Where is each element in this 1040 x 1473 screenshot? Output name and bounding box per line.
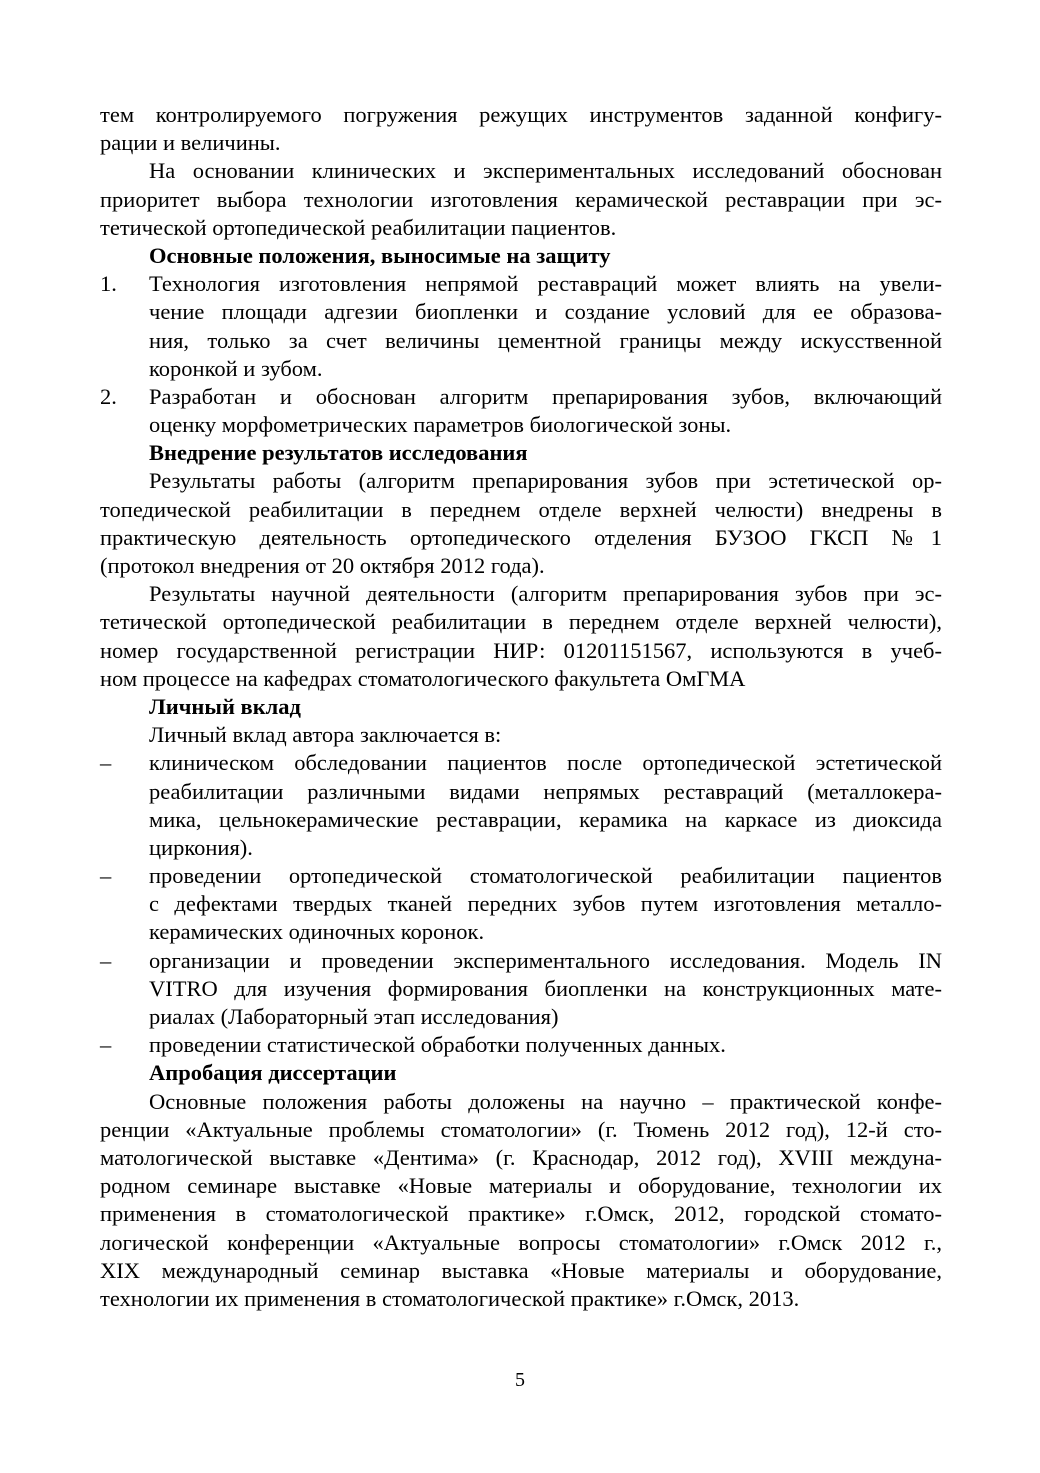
implementation-heading: Внедрение результатов исследования — [149, 440, 528, 466]
text-line: номер государственной регистрации НИР: 01201151567, используются в учеб- — [100, 637, 942, 663]
thesis-item-2 — [100, 383, 942, 439]
text-line: (протокол внедрения от 20 октября 2012 года). — [100, 553, 545, 578]
text-line: применения в стоматологической практике» г.Омск, 2012, городской стомато- — [100, 1201, 942, 1227]
text-line: Результаты научной деятельности (алгоритм препарирования зубов при эс- — [149, 581, 942, 607]
text-line: коронкой и зубом. — [149, 355, 323, 381]
text-line: Основные положения работы доложены на научно – практической конфе- — [149, 1088, 942, 1114]
text-line: тем контролируемого погружения режущих инструментов заданной конфигу- — [100, 102, 942, 127]
text-line: клиническом обследовании пациентов после ортопедической эстетической — [149, 750, 942, 776]
list-marker: 2. — [100, 383, 117, 409]
text-line: практическую деятельность ортопедического отделения БУЗОО ГКСП №1 — [100, 524, 942, 550]
theses-heading: Основные положения, выносимые на защиту — [149, 242, 611, 268]
page-number: 5 — [515, 1369, 525, 1391]
list-marker: – — [100, 863, 112, 889]
thesis-item-1 — [100, 270, 942, 383]
text-line: Разработан и обоснован алгоритм препарирования зубов, включающий — [149, 383, 942, 409]
contribution-item-4 — [100, 1031, 942, 1059]
text-line: ренции «Актуальные проблемы стоматологии» (г. Тюмень 2012 год), 12-й сто- — [100, 1116, 942, 1142]
text-line: чение площади адгезии биопленки и создание условий для ее образова- — [149, 299, 942, 325]
text-line: рации и величины. — [100, 130, 281, 156]
text-line: матологической выставке «Дентима» (г. Краснодар, 2012 год), XVIII междуна- — [100, 1144, 942, 1170]
implementation-paragraph-1 — [100, 467, 942, 580]
contribution-item-2 — [100, 862, 942, 947]
text-line: VITRO для изучения формирования биопленки на конструкционных мате- — [149, 975, 942, 1001]
contribution-heading: Личный вклад — [149, 693, 301, 719]
page-content — [100, 101, 942, 1313]
list-marker: – — [100, 750, 112, 776]
text-line: топедической реабилитации в переднем отделе верхней челюсти) внедрены в — [100, 496, 942, 522]
list-marker: – — [100, 1032, 112, 1058]
priority-paragraph — [100, 157, 942, 242]
text-line: риалах (Лабораторный этап исследования) — [149, 1004, 559, 1029]
text-line: На основании клинических и экспериментальных исследований обоснован — [149, 158, 942, 184]
text-line: керамических одиночных коронок. — [149, 919, 485, 945]
text-line: реабилитации различными видами непрямых реставраций (металлокера- — [149, 778, 942, 804]
text-line: приоритет выбора технологии изготовления керамической реставрации при эс- — [100, 186, 942, 212]
text-line: Технология изготовления непрямой реставраций может влиять на увели- — [149, 271, 942, 297]
text-line: с дефектами твердых тканей передних зубов путем изготовления металло- — [149, 891, 942, 917]
text-line: ном процессе на кафедрах стоматологического факультета ОмГМА — [100, 665, 746, 691]
text-line: логической конференции «Актуальные вопросы стоматологии» г.Омск 2012 г., — [100, 1229, 942, 1255]
text-line: ния, только за счет величины цементной границы между искусственной — [149, 327, 942, 353]
text-line: проведении статистической обработки полученных данных. — [149, 1032, 726, 1058]
text-line: мика, цельнокерамические реставрации, керамика на каркасе из диоксида — [149, 806, 942, 832]
contribution-intro: Личный вклад автора заключается в: — [149, 722, 502, 748]
implementation-paragraph-2 — [100, 580, 942, 693]
text-line: оценку морфометрических параметров биологической зоны. — [149, 412, 732, 438]
approbation-heading: Апробация диссертации — [149, 1060, 397, 1086]
text-line: тетической ортопедической реабилитации пациентов. — [100, 214, 617, 240]
text-line: технологии их применения в стоматологической практике» г.Омск, 2013. — [100, 1285, 800, 1311]
contribution-item-1 — [100, 749, 942, 862]
text-line: Результаты работы (алгоритм препарирования зубов при эстетической ор- — [149, 468, 942, 494]
approbation-paragraph — [100, 1088, 942, 1314]
intro-paragraph — [100, 101, 942, 157]
text-line: организации и проведении экспериментального исследования. Модель IN — [149, 947, 942, 973]
contribution-item-3 — [100, 947, 942, 1032]
list-marker: 1. — [100, 271, 117, 297]
text-line: тетической ортопедической реабилитации в переднем отделе верхней челюсти), — [100, 609, 942, 635]
text-line: циркония). — [149, 834, 253, 860]
list-marker: – — [100, 947, 112, 973]
text-line: XIX международный семинар выставка «Новые материалы и оборудование, — [100, 1257, 942, 1283]
text-line: родном семинаре выставке «Новые материалы и оборудование, технологии их — [100, 1173, 942, 1199]
text-line: проведении ортопедической стоматологической реабилитации пациентов — [149, 863, 942, 889]
